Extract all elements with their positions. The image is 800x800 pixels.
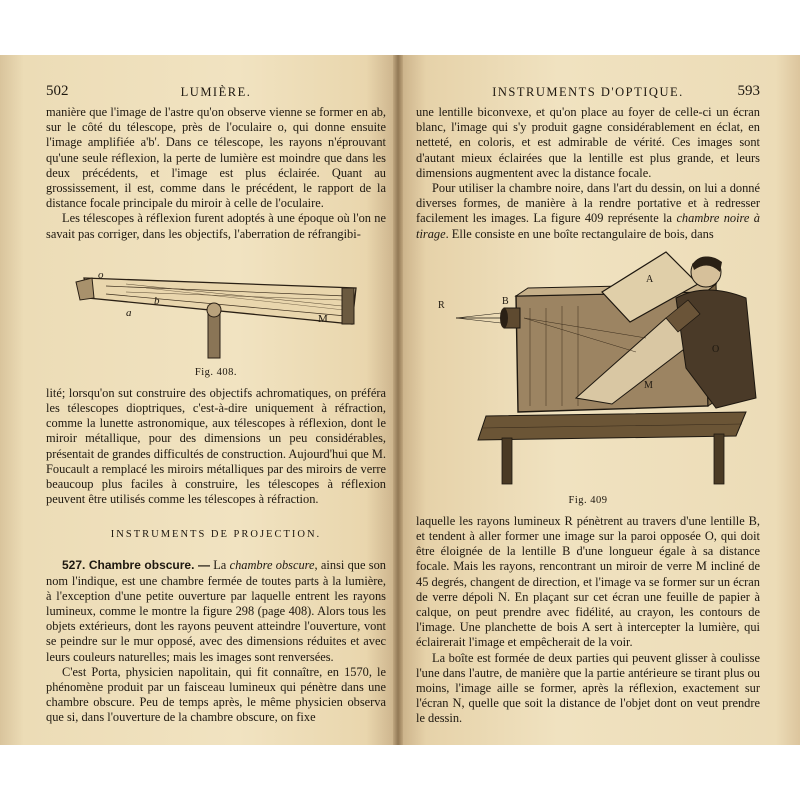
book-gutter bbox=[393, 55, 403, 745]
left-paragraph-3: lité; lorsqu'on sut construire des objectifs achromatiques, on préféra les télescopes dioptriques, c'est-à-dire uniquement à réfraction, comme la lunette astronomique, aux télescopes à réflexion, dont le miroir métallique, pour des dimensions un peu considérables, présentait de grandes difficultés de construction. Aujourd'hui que M. Foucault a remplacé les miroirs métalliques par des miroirs de verre beaucoup plus faciles à construire, les télescopes à réflexion peuvent être utilisés comme les télescopes à réfraction. bbox=[46, 385, 386, 507]
fig408-label-b: b bbox=[154, 294, 160, 307]
right-paragraph-3: laquelle les rayons lumineux R pénètrent au travers d'une lentille B, et tendent à aller former une image sur la paroi opposée O, qui doit être éloignée de la lentille B d'une longueur égale à sa distance focale. Mais les rayons, rencontrant un miroir de verre M incliné de 45 degrés, changent de direction, et l'image va se former sur un écran de verre dépoli N. En plaçant sur cet écran une feuille de papier à calque, on peut prendre avec fidélité, au crayon, les contours de l'image. Une planchette de bois A sert à intercepter la lumière, qui éclairerait l'image et empêcherait de la voir. bbox=[416, 513, 760, 650]
fig409-label-r: R bbox=[438, 299, 445, 311]
right-running-head bbox=[416, 83, 760, 105]
fig409-label-b: B bbox=[502, 295, 509, 307]
figure-409-caption: Fig. 409 bbox=[568, 494, 608, 506]
left-paragraph-1: manière que l'image de l'astre qu'on observe vienne se former en ab, sur le côté du télescope, près de l'oculaire o, qui donne ensuite l'image amplifiée a'b'. Dans ce télescope, les rayons n'éprouvant qu'une seule réflexion, la perte de lumière est moindre que dans les deux précédents, et l'image est plus éclairée. Quant au grossissement, il est, comme dans le précédent, le rapport de la distance focale principale du miroir à celle de l'oculaire. bbox=[46, 105, 386, 211]
telescope-illustration bbox=[46, 248, 386, 360]
fig408-label-m: M bbox=[318, 312, 328, 325]
fig409-label-a: A bbox=[646, 273, 654, 285]
term-chambre-obscure: chambre obscure bbox=[229, 558, 315, 573]
paragraph-heading-527: 527. Chambre obscure. — bbox=[62, 558, 210, 573]
figure-409 bbox=[416, 248, 760, 506]
right-page bbox=[398, 55, 800, 745]
fig409-label-o: O bbox=[712, 343, 720, 355]
fig408-label-a: a bbox=[126, 306, 132, 319]
open-book bbox=[0, 55, 800, 745]
figure-408 bbox=[46, 248, 386, 378]
camera-obscura-illustration bbox=[416, 248, 760, 488]
left-page-number: 502 bbox=[46, 83, 69, 99]
figure-408-caption: Fig. 408. bbox=[194, 366, 238, 378]
right-page-number: 593 bbox=[737, 83, 760, 99]
left-running-title: LUMIÈRE. bbox=[180, 85, 252, 99]
section-title: INSTRUMENTS DE PROJECTION. bbox=[110, 529, 322, 541]
left-paragraph-2: Les télescopes à réflexion furent adoptés à une époque où l'on ne savait pas corriger, dans les objectifs, l'aberration de réfrangibi- bbox=[46, 211, 386, 241]
left-paragraph-5: C'est Porta, physicien napolitain, qui fit connaître, en 1570, le phénomène produit par un faisceau lumineux qui pénètre dans une chambre obscure. Peu de temps après, le même physicien observa que si, dans l'ouverture de la chambre obscure, on fixe bbox=[46, 664, 386, 725]
term-chambre-noire: chambre noire à tirage bbox=[416, 211, 760, 241]
right-paragraph-4: La boîte est formée de deux parties qui peuvent glisser à coulisse l'une dans l'autre, de manière que la partie antérieure se tirant plus ou moins, l'image aille se former, après la réflexion, exactement sur l'écran N, quelle que soit la distance de l'objet dont on veut prendre le dessin. bbox=[416, 650, 760, 726]
left-running-head bbox=[46, 83, 386, 105]
fig408-label-o: o bbox=[98, 268, 104, 281]
right-running-title: INSTRUMENTS D'OPTIQUE. bbox=[492, 85, 684, 99]
left-page bbox=[0, 55, 398, 745]
fig409-label-m: M bbox=[644, 379, 653, 391]
right-paragraph-2: Pour utiliser la chambre noire, dans l'art du dessin, on lui a donné diverses formes, de manière à la rendre portative et à redresser facilement les images. La figure 409 représente la chambre noire à tirage. Elle consiste en une boîte rectangulaire de bois, dans bbox=[416, 181, 760, 241]
left-paragraph-4: 527. Chambre obscure. — La chambre obscure, ainsi que son nom l'indique, est une chambre fermée de toutes parts à la lumière, à l'exception d'une petite ouverture par laquelle entrent les rayons lumineux, comme le montre la figure 298 (page 408). Alors tous les objets extérieurs, dont les rayons peuvent atteindre l'ouverture, vont se peindre sur le mur opposé, avec des dimensions réduites et avec leurs couleurs naturelles; mais les images sont renversées. bbox=[46, 558, 386, 664]
right-paragraph-1: une lentille biconvexe, et qu'on place au foyer de celle-ci un écran blanc, l'image qui s'y produit gagne considérablement en éclat, en netteté, en coloris, et est admirable de vérité. Ces images sont d'autant mieux éclairées que la lentille est plus grande, et leurs dimensions augmentent avec la distance focale. bbox=[416, 105, 760, 180]
